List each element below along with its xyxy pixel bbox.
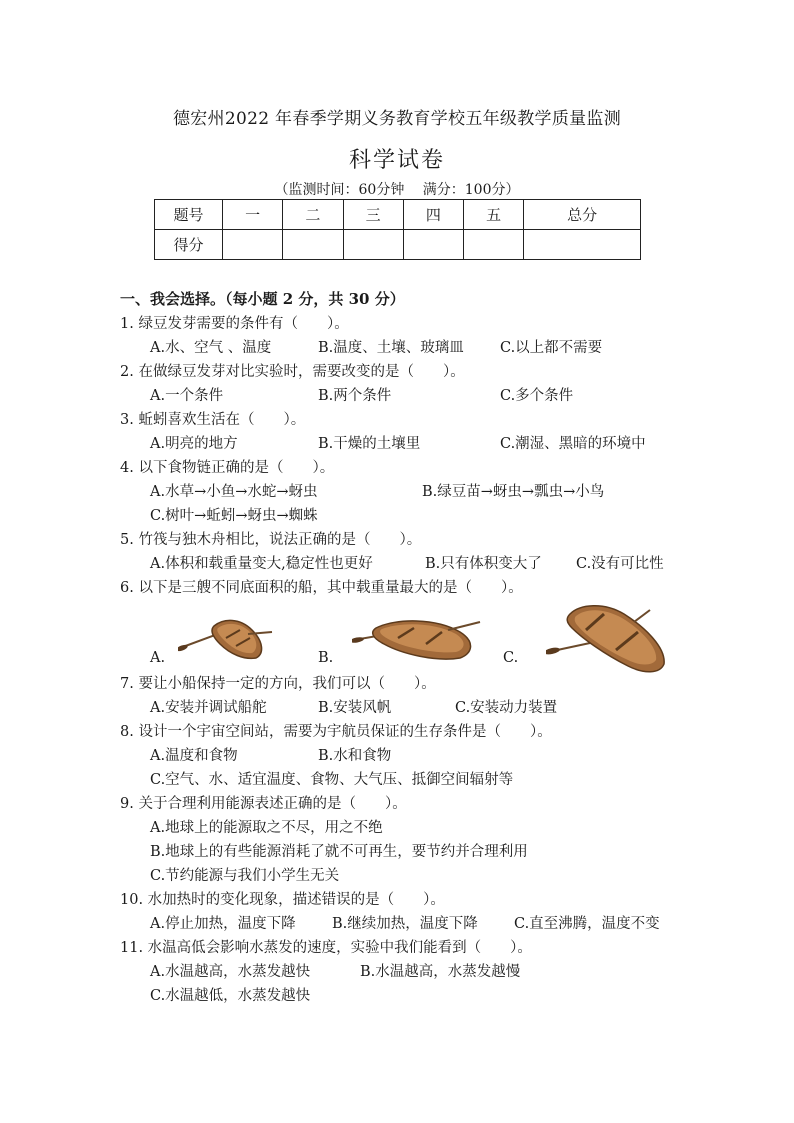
score-cell: 一 xyxy=(223,200,283,230)
question-7: 7. 要让小船保持一定的方向，我们可以（ ）。 xyxy=(120,676,436,692)
option-8a: A.温度和食物 xyxy=(150,748,238,764)
exam-subject: 科学试卷 xyxy=(348,148,445,173)
question-6: 6. 以下是三艘不同底面积的船，其中载重量最大的是（ ）。 xyxy=(120,580,523,596)
score-input-cell[interactable] xyxy=(524,230,641,260)
option-10a: A.停止加热，温度下降 xyxy=(150,916,296,932)
boat-medium-image xyxy=(352,608,482,664)
question-11: 11. 水温高低会影响水蒸发的速度，实验中我们能看到（ ）。 xyxy=(120,940,532,956)
option-1c: C.以上都不需要 xyxy=(500,340,603,356)
question-4: 4. 以下食物链正确的是（ ）。 xyxy=(120,460,335,476)
option-10b: B.继续加热，温度下降 xyxy=(332,916,478,932)
option-1b: B.温度、土壤、玻璃皿 xyxy=(318,340,464,356)
score-table-header-row xyxy=(155,200,641,230)
question-2: 2. 在做绿豆发芽对比实验时，需要改变的是（ ）。 xyxy=(120,364,465,380)
exam-title: 德宏州2022 年春季学期义务教育学校五年级教学质量监测 xyxy=(172,109,622,129)
option-8c: C.空气、水、适宜温度、食物、大气压、抵御空间辐射等 xyxy=(150,772,514,788)
option-9c: C.节约能源与我们小学生无关 xyxy=(150,868,340,884)
option-7b: B.安装风帆 xyxy=(318,700,392,716)
option-10c: C.直至沸腾，温度不变 xyxy=(514,916,660,932)
score-cell: 得分 xyxy=(155,230,223,260)
option-7c: C.安装动力装置 xyxy=(455,700,558,716)
question-10: 10. 水加热时的变化现象，描述错误的是（ ）。 xyxy=(120,892,445,908)
option-5c: C.没有可比性 xyxy=(576,556,664,572)
score-table xyxy=(154,199,641,260)
score-cell: 四 xyxy=(403,200,463,230)
score-input-cell[interactable] xyxy=(223,230,283,260)
score-cell: 三 xyxy=(343,200,403,230)
option-4a: A.水草→小鱼→水蛇→蚜虫 xyxy=(150,484,318,500)
score-input-cell[interactable] xyxy=(403,230,463,260)
question-3: 3. 蚯蚓喜欢生活在（ ）。 xyxy=(120,412,306,428)
option-2a: A.一个条件 xyxy=(150,388,224,404)
option-5b: B.只有体积变大了 xyxy=(425,556,542,572)
score-cell: 二 xyxy=(283,200,343,230)
section-heading: 一、我会选择。（每小题 2 分，共 30 分） xyxy=(120,290,405,308)
option-11c: C.水温越低，水蒸发越快 xyxy=(150,988,311,1004)
option-2c: C.多个条件 xyxy=(500,388,574,404)
option-6b: B. xyxy=(318,650,334,666)
option-8b: B.水和食物 xyxy=(318,748,392,764)
option-11b: B.水温越高，水蒸发越慢 xyxy=(360,964,521,980)
option-6a: A. xyxy=(150,650,166,666)
score-input-cell[interactable] xyxy=(464,230,524,260)
option-3a: A.明亮的地方 xyxy=(150,436,238,452)
question-5: 5. 竹筏与独木舟相比，说法正确的是（ ）。 xyxy=(120,532,422,548)
score-input-cell[interactable] xyxy=(283,230,343,260)
score-input-cell[interactable] xyxy=(343,230,403,260)
option-4b: B.绿豆苗→蚜虫→瓢虫→小鸟 xyxy=(422,484,605,500)
option-4c: C.树叶→蚯蚓→蚜虫→蜘蛛 xyxy=(150,508,318,524)
option-1a: A.水、空气 、温度 xyxy=(150,340,272,356)
boat-large-image xyxy=(546,600,672,676)
option-5a: A.体积和载重量变大,稳定性也更好 xyxy=(150,556,373,572)
option-7a: A.安装并调试船舵 xyxy=(150,700,267,716)
score-cell: 题号 xyxy=(155,200,223,230)
question-1: 1. 绿豆发芽需要的条件有（ ）。 xyxy=(120,316,349,332)
option-9b: B.地球上的有些能源消耗了就不可再生，要节约并合理利用 xyxy=(150,844,528,860)
exam-time-info: （监测时间：60分钟 满分：100分） xyxy=(274,182,520,198)
score-cell: 总分 xyxy=(524,200,641,230)
score-cell: 五 xyxy=(464,200,524,230)
boat-small-image xyxy=(178,610,274,662)
option-3b: B.干燥的土壤里 xyxy=(318,436,421,452)
question-9: 9. 关于合理利用能源表述正确的是（ ）。 xyxy=(120,796,407,812)
option-3c: C.潮湿、黑暗的环境中 xyxy=(500,436,646,452)
option-11a: A.水温越高，水蒸发越快 xyxy=(150,964,311,980)
option-2b: B.两个条件 xyxy=(318,388,392,404)
option-9a: A.地球上的能源取之不尽，用之不绝 xyxy=(150,820,383,836)
score-table-score-row xyxy=(155,230,641,260)
option-6c: C. xyxy=(503,650,519,666)
question-8: 8. 设计一个宇宙空间站，需要为宇航员保证的生存条件是（ ）。 xyxy=(120,724,552,740)
